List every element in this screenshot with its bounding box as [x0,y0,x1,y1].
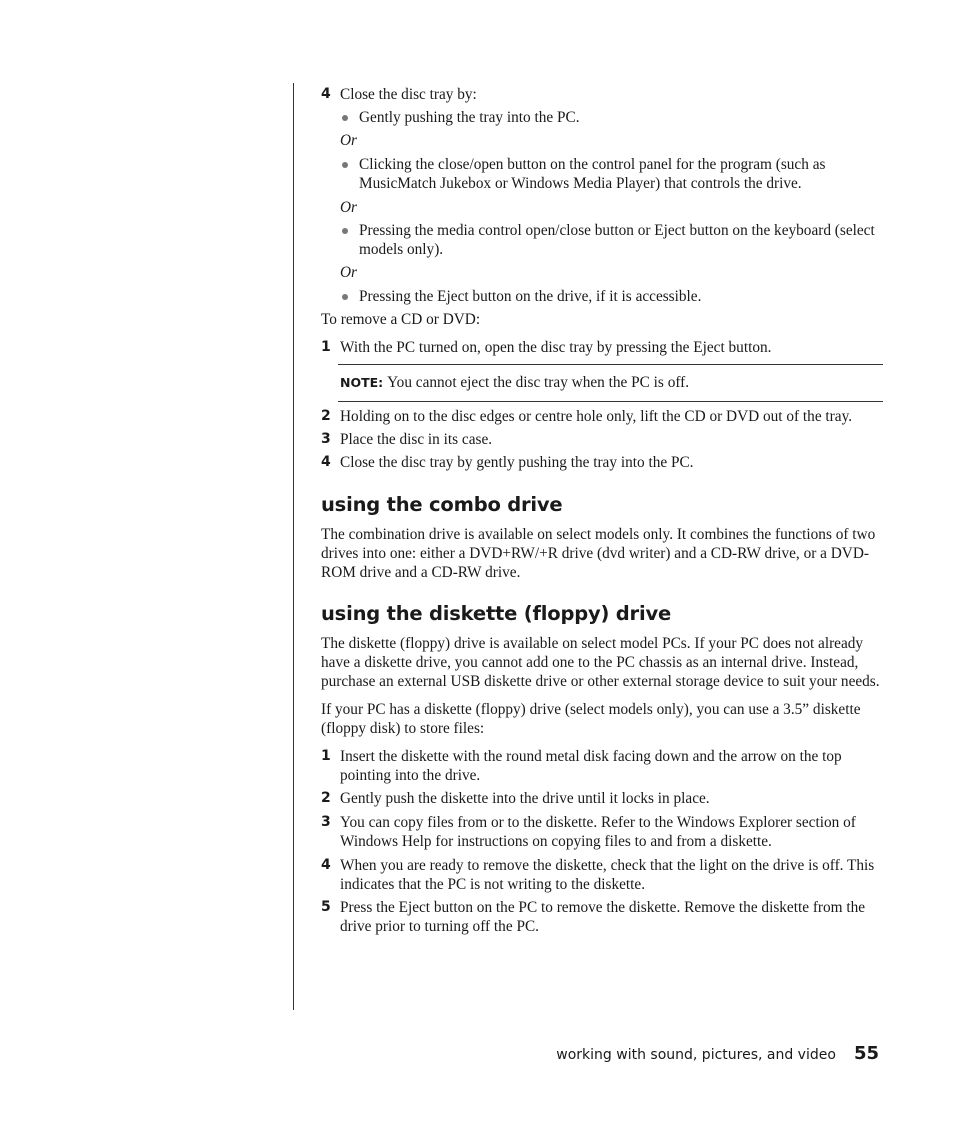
step-text: When you are ready to remove the diskette, check that the light on the drive is off. This indicates that the PC is not writing to the diskette. [340,857,875,893]
combo-body: The combination drive is available on select models only. It combines the functions of two drives into one: either a DVD+RW/+R drive (dvd writer) and a CD-RW drive, or a DVD-ROM drive and a CD-RW drive. [321,526,876,581]
step-number: 4 [321,86,331,102]
diskette-para-1: The diskette (floppy) drive is available on select model PCs. If your PC does not already have a diskette drive, you cannot add one to the PC chassis as an internal drive. Instead, purchase an external USB diskette drive or other external storage device to suit your needs. [321,635,880,690]
remove-step-2 [321,407,883,426]
diskette-step-4 [321,856,883,894]
step-text: Place the disc in its case. [340,431,493,448]
step-text: Press the Eject button on the PC to remove the diskette. Remove the diskette from the drive prior to turning off the PC. [340,899,866,935]
step-number: 4 [321,857,331,873]
step-number: 2 [321,408,331,424]
bullet-text: Gently pushing the tray into the PC. [359,109,580,126]
step-number: 5 [321,899,331,915]
remove-step-3 [321,430,883,449]
note-box [338,364,883,402]
bullet-item [321,221,883,259]
remove-step-4 [321,453,883,472]
diskette-step-3 [321,813,883,851]
step-text: Gently push the diskette into the drive until it locks in place. [340,790,710,807]
step-text: Close the disc tray by: [340,86,477,103]
step-number: 1 [321,748,331,764]
diskette-para-2: If your PC has a diskette (floppy) drive (select models only), you can use a 3.5” diskette (floppy disk) to store files: [321,701,861,737]
diskette-step-1 [321,747,883,785]
step-text: With the PC turned on, open the disc tray by pressing the Eject button. [340,339,772,356]
diskette-step-5 [321,898,883,936]
diskette-heading: using the diskette (floppy) drive [321,602,671,625]
bullet-icon [342,162,348,168]
or-label: Or [340,199,357,216]
remove-step-1 [321,338,883,357]
bullet-text: Pressing the media control open/close button or Eject button on the keyboard (select models only). [359,222,875,258]
bullet-text: Clicking the close/open button on the control panel for the program (such as MusicMatch Jukebox or Windows Media Player) that controls the drive. [359,156,826,192]
diskette-step-2 [321,789,883,808]
combo-heading: using the combo drive [321,493,563,516]
close-tray-step [321,85,883,104]
step-number: 2 [321,790,331,806]
or-label: Or [340,264,357,281]
bullet-item [321,155,883,193]
page-footer [556,1043,879,1064]
step-number: 1 [321,339,331,355]
step-number: 3 [321,431,331,447]
bullet-item [321,287,883,306]
note-label: NOTE: [340,375,384,390]
step-number: 3 [321,814,331,830]
margin-rule [293,83,294,1010]
bullet-icon [342,228,348,234]
bullet-item [321,108,883,127]
step-text: Insert the diskette with the round metal disk facing down and the arrow on the top pointing into the drive. [340,748,842,784]
or-label: Or [340,132,357,149]
step-text: You can copy files from or to the diskette. Refer to the Windows Explorer section of Windows Help for instructions on copying files to and from a diskette. [340,814,856,850]
step-text: Close the disc tray by gently pushing the tray into the PC. [340,454,694,471]
bullet-text: Pressing the Eject button on the drive, if it is accessible. [359,288,702,305]
page-content [321,85,883,936]
remove-intro: To remove a CD or DVD: [321,311,481,328]
footer-section-title: working with sound, pictures, and video [556,1047,836,1063]
step-text: Holding on to the disc edges or centre hole only, lift the CD or DVD out of the tray. [340,408,853,425]
bullet-icon [342,115,348,121]
page-number: 55 [853,1043,879,1064]
bullet-icon [342,294,348,300]
step-number: 4 [321,454,331,470]
note-text: You cannot eject the disc tray when the PC is off. [387,374,690,391]
